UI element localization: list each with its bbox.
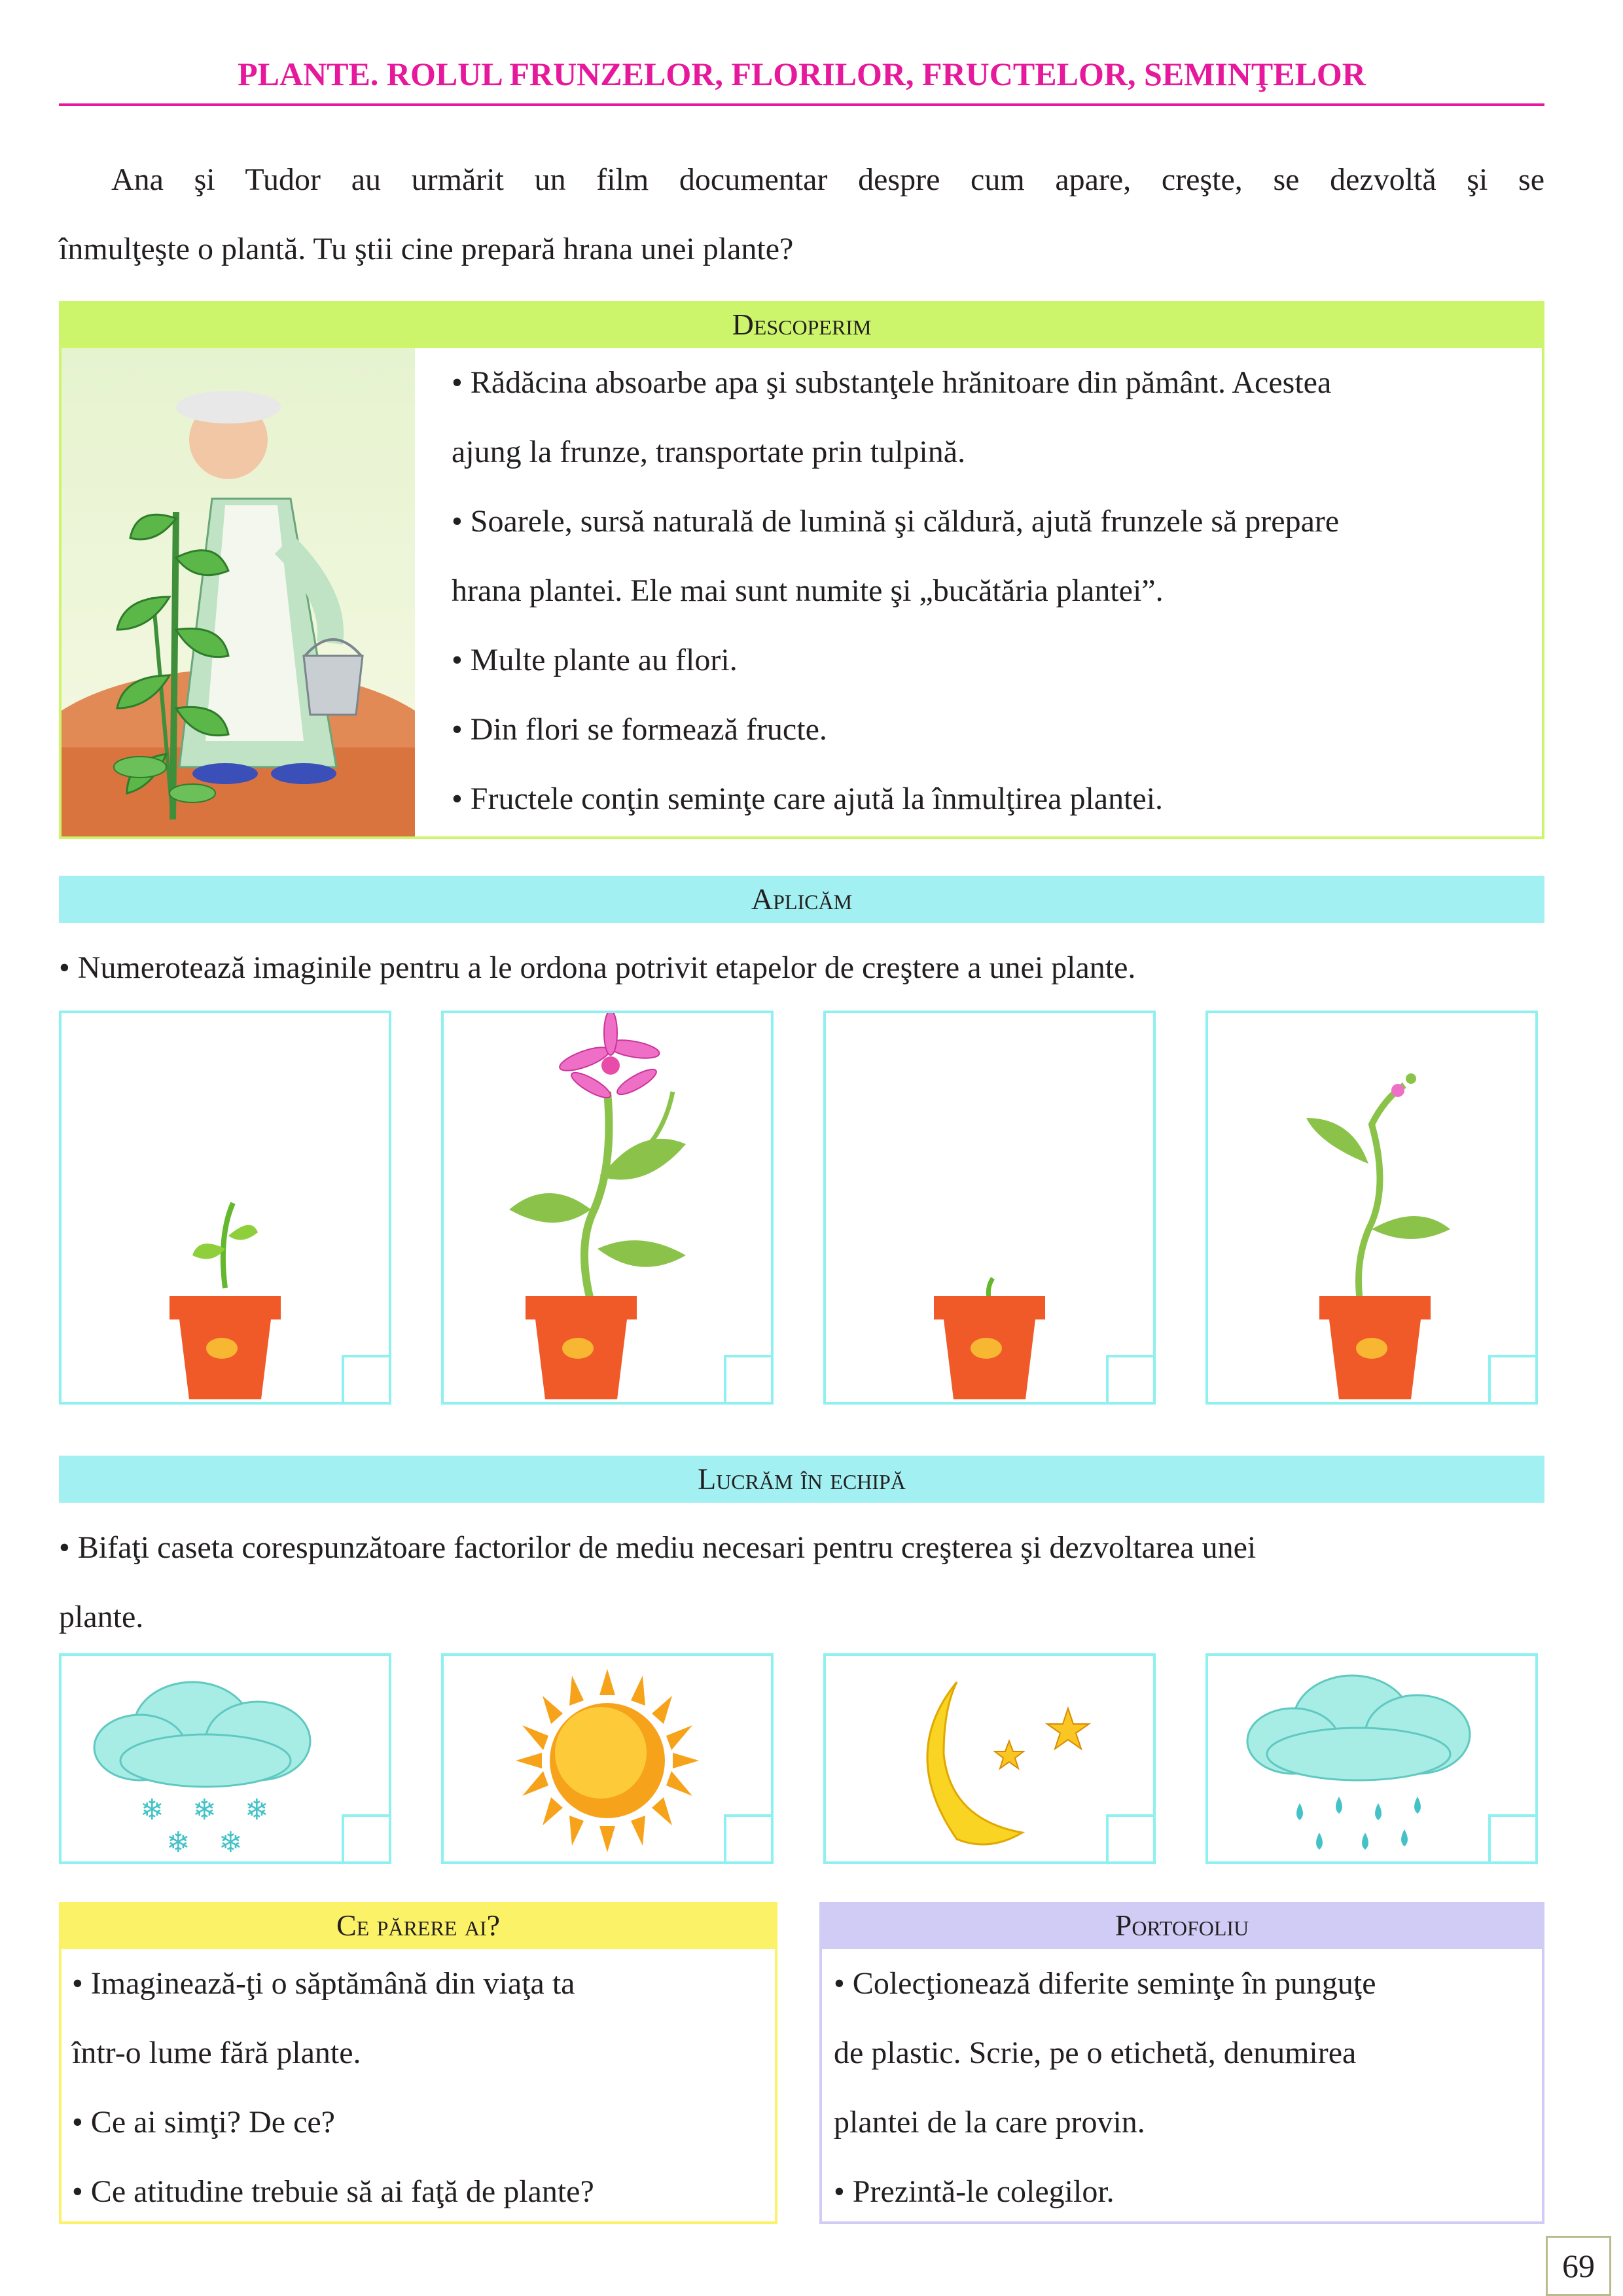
portofoliu-line: • Colecţionează diferite seminţe în punguţe [834,1966,1376,2001]
ce-parere-header: Ce părere ai? [59,1902,777,1949]
snow-cloud-icon [62,1656,389,1861]
moon-stars-icon [826,1656,1153,1861]
seed-pot-image [826,1013,1153,1402]
intro-paragraph [59,145,1544,284]
intro-line-2: înmulţeşte o plantă. Tu ştii cine prepară hrana unei plante? [59,232,794,266]
svg-text:❄: ❄ [166,1826,190,1859]
checkbox[interactable] [342,1814,389,1861]
descoperim-line: hrana plantei. Ele mai sunt numite şi „bucătăria plantei”. [452,573,1164,608]
portofoliu-text [834,1949,1534,2227]
checkbox[interactable] [1106,1814,1153,1861]
number-checkbox[interactable] [724,1355,771,1402]
lucram-instruction-line-1: • Bifaţi caseta corespunzătoare factorilor de mediu necesari pentru creşterea şi dezvoltarea unei [59,1530,1257,1565]
lucram-header: Lucrăm în echipă [59,1456,1544,1503]
descoperim-line: ajung la frunze, transportate prin tulpină. [452,435,966,469]
plant-stage-card [1205,1011,1538,1405]
number-checkbox[interactable] [1106,1355,1153,1402]
environment-factor-card [441,1653,774,1864]
plant-stage-card [823,1011,1156,1405]
budding-plant-pot-image [1208,1013,1535,1402]
intro-line-1: Ana şi Tudor au urmărit un film documentar despre cum apare, creşte, se dezvoltă şi se [111,162,1544,197]
aplicam-instruction: • Numerotează imaginile pentru a le ordona potrivit etapelor de creştere a unei plante. [59,950,1136,985]
number-checkbox[interactable] [342,1355,389,1402]
environment-factor-card [59,1653,391,1864]
number-checkbox[interactable] [1488,1355,1535,1402]
portofoliu-line: plantei de la care provin. [834,2105,1145,2140]
svg-text:❄: ❄ [140,1793,164,1827]
svg-text:❄: ❄ [192,1793,217,1827]
plant-stage-card [59,1011,391,1405]
svg-text:❄: ❄ [245,1793,269,1827]
flowering-plant-pot-image [444,1013,771,1402]
portofoliu-line: • Prezintă-le colegilor. [834,2174,1115,2209]
lucram-instruction [59,1513,1544,1652]
rain-cloud-icon [1208,1656,1535,1861]
plant-stage-card [441,1011,774,1405]
portofoliu-line: de plastic. Scrie, pe o etichetă, denumirea [834,2036,1357,2070]
descoperim-line: • Fructele conţin seminţe care ajută la înmulţirea plantei. [452,781,1164,816]
sprout-pot-image [62,1013,389,1402]
page-title: PLANTE. ROLUL FRUNZELOR, FLORILOR, FRUCTELOR, SEMINŢELOR [238,56,1366,92]
descoperim-header: Descoperim [59,301,1544,348]
grandmother-watering-plant-illustration [62,348,415,836]
ce-parere-line: într-o lume fără plante. [72,2036,361,2070]
ce-parere-line: • Ce atitudine trebuie să ai faţă de plante? [72,2174,594,2209]
environment-factor-card [823,1653,1156,1864]
ce-parere-text [72,1949,766,2227]
environment-factor-card [1205,1653,1538,1864]
descoperim-line: • Multe plante au flori. [452,643,738,677]
checkbox[interactable] [724,1814,771,1861]
svg-text:❄: ❄ [219,1826,243,1859]
page-number: 69 [1546,2236,1611,2296]
ce-parere-line: • Ce ai simţi? De ce? [72,2105,335,2140]
aplicam-header: Aplicăm [59,876,1544,923]
sun-icon [444,1656,771,1861]
portofoliu-header: Portofoliu [819,1902,1544,1949]
descoperim-line: • Soarele, sursă naturală de lumină şi căldură, ajută frunzele să prepare [452,504,1340,539]
lucram-instruction-line-2: plante. [59,1600,144,1634]
descoperim-line: • Rădăcina absoarbe apa şi substanţele hrănitoare din pământ. Acestea [452,365,1332,400]
descoperim-line: • Din flori se formează fructe. [452,712,827,747]
ce-parere-line: • Imaginează-ţi o săptămână din viaţa ta [72,1966,575,2001]
descoperim-text [452,348,1525,834]
checkbox[interactable] [1488,1814,1535,1861]
title-underline [59,103,1544,106]
